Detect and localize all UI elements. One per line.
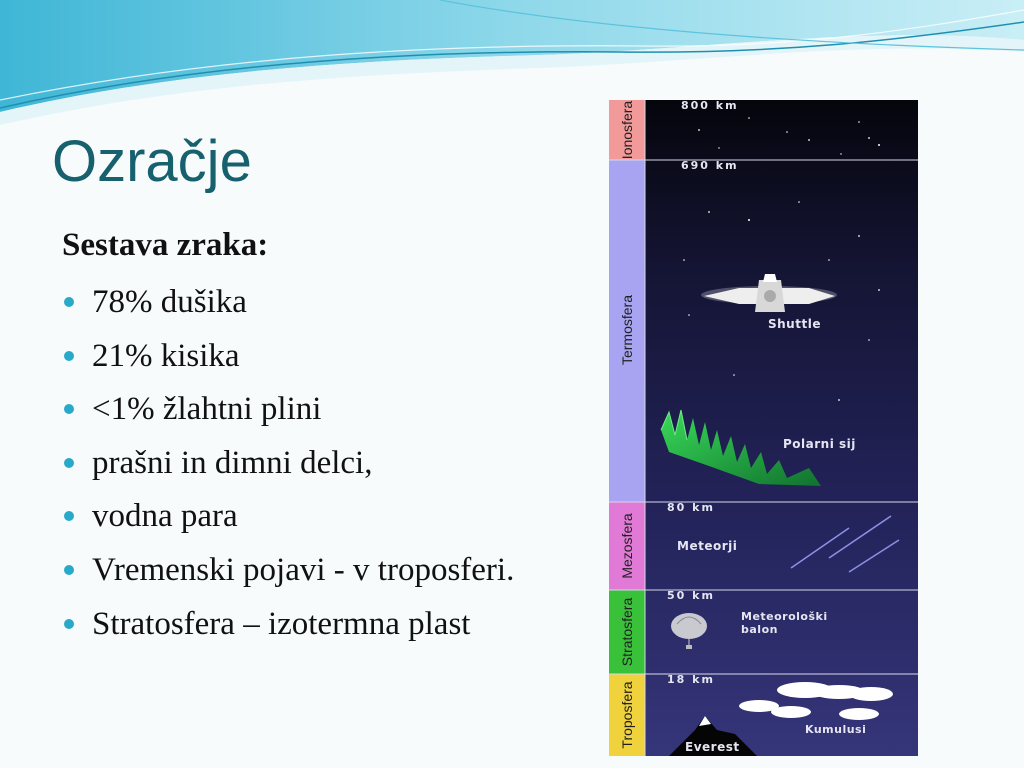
balloon-label-line2: balon: [741, 623, 778, 636]
layer-label-stratosfera: Stratosfera: [619, 597, 635, 667]
bullet-item: [62, 437, 602, 491]
balloon-label-line1: Meteorološki: [741, 610, 828, 623]
shuttle-label: Shuttle: [768, 317, 821, 331]
subheading: Sestava zraka:: [62, 227, 269, 263]
bullet-text: Vremenski pojavi - v troposferi.: [92, 551, 515, 588]
bullet-item: [62, 544, 602, 598]
clouds-label: Kumulusi: [805, 723, 867, 736]
bullet-text: 21% kisika: [92, 337, 240, 374]
slide-title: Ozračje: [52, 129, 252, 194]
meteors-label: Meteorji: [677, 539, 738, 553]
altitude-label: 18 km: [667, 673, 715, 686]
bullet-text: prašni in dimni delci,: [92, 444, 373, 481]
atmosphere-diagram: [609, 100, 918, 756]
layer-label-mezosfera: Mezosfera: [619, 513, 635, 579]
bullet-item: [62, 276, 602, 330]
aurora-label: Polarni sij: [783, 437, 856, 451]
slide-content: [62, 222, 602, 651]
altitude-label: 50 km: [667, 589, 715, 602]
altitude-label: 800 km: [681, 100, 739, 112]
bullet-text: 78% dušika: [92, 284, 247, 320]
bullet-list: [62, 276, 602, 651]
bullet-dot-icon: [64, 511, 74, 521]
layer-label-termosfera: Termosfera: [619, 294, 635, 366]
layer-label-ionosfera: Ionosfera: [619, 100, 635, 160]
altitude-label: 690 km: [681, 159, 739, 172]
bullet-dot-icon: [64, 297, 74, 307]
bullet-item: [62, 490, 602, 544]
bullet-item: [62, 383, 602, 437]
bullet-dot-icon: [64, 565, 74, 575]
bullet-text: <1% žlahtni plini: [92, 391, 322, 428]
bullet-dot-icon: [64, 619, 74, 629]
bullet-dot-icon: [64, 458, 74, 468]
altitude-label: 80 km: [667, 501, 715, 514]
bullet-dot-icon: [64, 404, 74, 414]
bullet-dot-icon: [64, 351, 74, 361]
bullet-item: [62, 598, 602, 652]
layer-label-troposfera: Troposfera: [619, 681, 635, 749]
bullet-text: Stratosfera – izotermna plast: [92, 605, 471, 642]
bullet-text: vodna para: [92, 498, 238, 535]
bullet-item: [62, 330, 602, 384]
everest-label: Everest: [685, 740, 740, 754]
